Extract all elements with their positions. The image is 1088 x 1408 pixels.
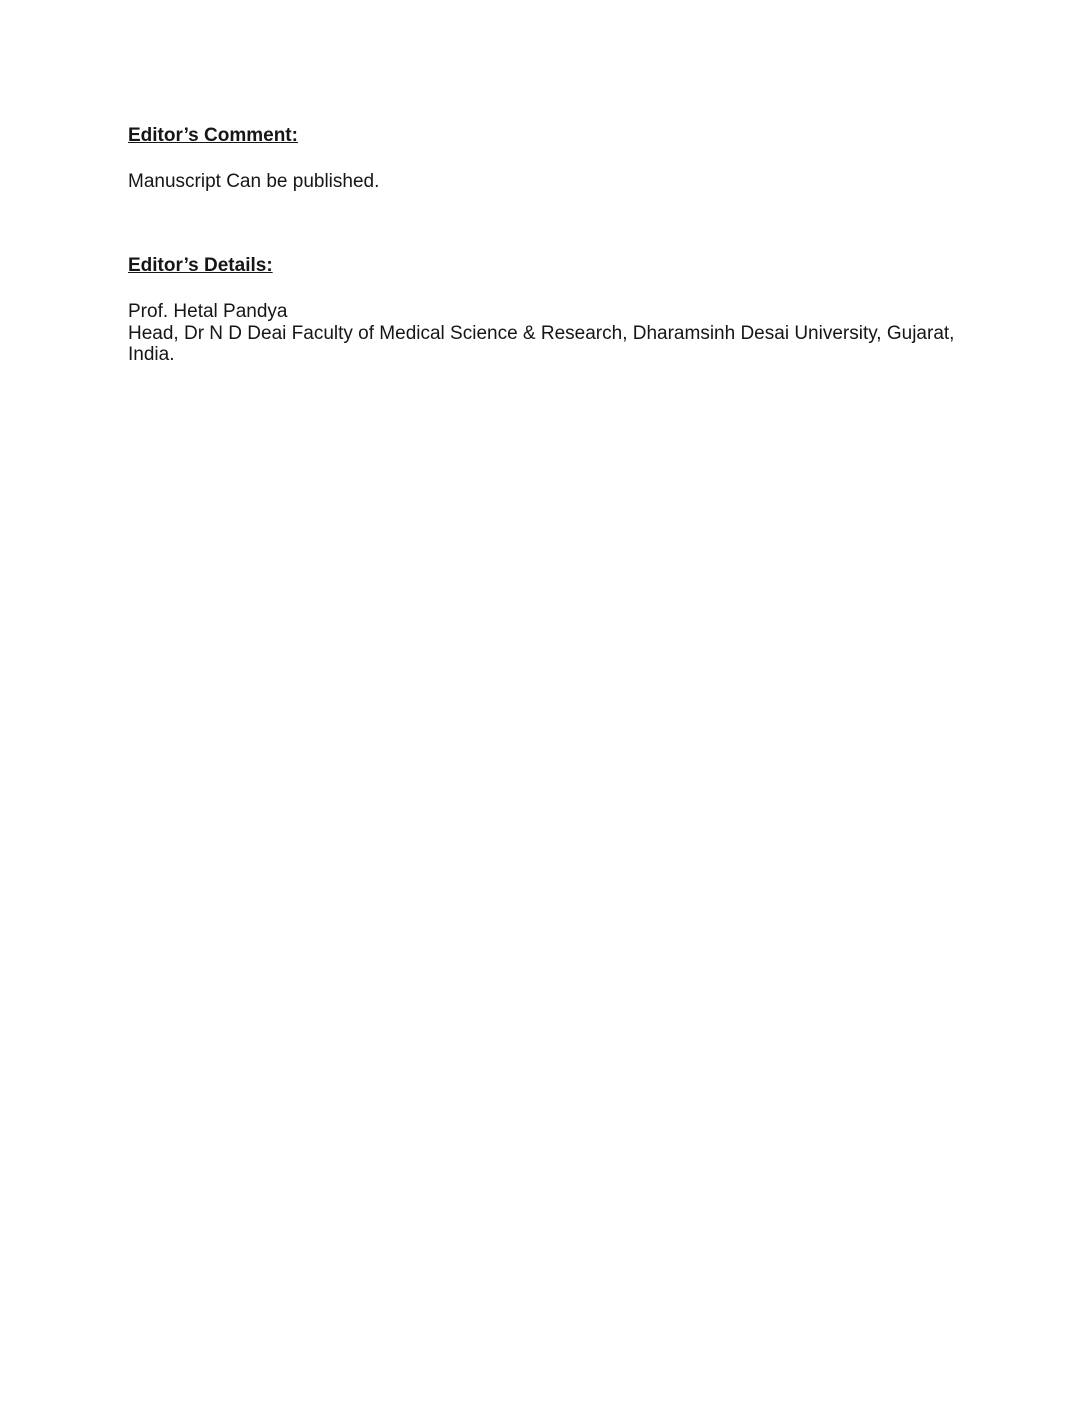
- editors-comment-text: Manuscript Can be published.: [128, 170, 380, 192]
- editors-details-section: [128, 255, 988, 366]
- editors-comment-heading: Editor’s Comment:: [128, 125, 298, 146]
- editor-name-line: Prof. Hetal Pandya: [128, 301, 288, 323]
- editor-affiliation-line: Head, Dr N D Deai Faculty of Medical Science & Research, Dharamsinh Desai University, Gujarat, India.: [128, 322, 955, 365]
- editors-details-heading: Editor’s Details:: [128, 254, 273, 276]
- editors-comment-section: [128, 125, 988, 194]
